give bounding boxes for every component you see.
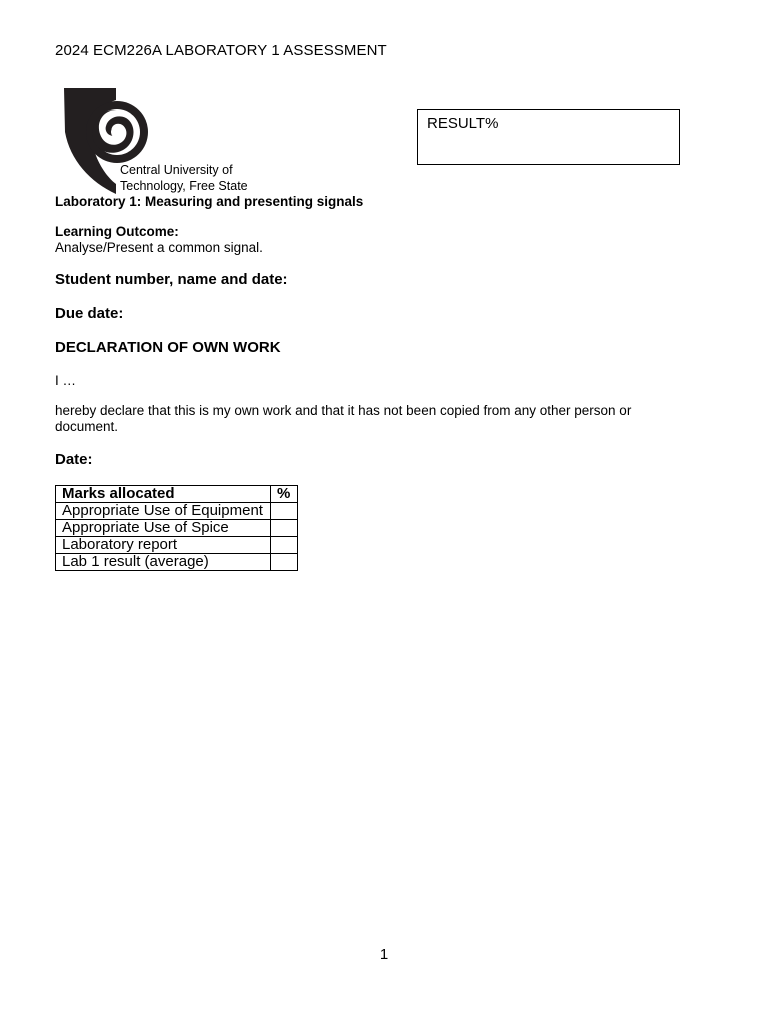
- declaration-text: hereby declare that this is my own work and that it has not been copied from any other person or document.: [55, 403, 632, 434]
- result-box[interactable]: [417, 109, 680, 165]
- due-date-label: Due date:: [55, 305, 124, 322]
- table-header-percent: %: [271, 486, 298, 503]
- page-number: 1: [379, 946, 389, 963]
- table-row: [56, 503, 298, 520]
- table-header-row: [56, 486, 298, 503]
- table-row: [56, 554, 298, 571]
- table-cell-percent[interactable]: [271, 520, 298, 537]
- table-cell-label: Lab 1 result (average): [56, 554, 271, 571]
- logo-text-line2: Technology, Free State: [120, 179, 248, 193]
- learning-outcome-text: Analyse/Present a common signal.: [55, 240, 263, 255]
- lab-title: Laboratory 1: Measuring and presenting signals: [55, 194, 364, 209]
- learning-outcome-heading: Learning Outcome:: [55, 224, 179, 239]
- document-header-title: 2024 ECM226A LABORATORY 1 ASSESSMENT: [55, 42, 387, 59]
- table-cell-percent[interactable]: [271, 537, 298, 554]
- table-row: [56, 520, 298, 537]
- table-cell-percent[interactable]: [271, 554, 298, 571]
- declaration-date-label: Date:: [55, 451, 93, 468]
- table-cell-label: Appropriate Use of Spice: [56, 520, 271, 537]
- student-info-label: Student number, name and date:: [55, 271, 288, 288]
- declaration-name-line: I …: [55, 373, 77, 388]
- table-cell-label: Laboratory report: [56, 537, 271, 554]
- table-cell-label: Appropriate Use of Equipment: [56, 503, 271, 520]
- marks-table: [55, 485, 298, 571]
- result-label: RESULT%: [427, 115, 499, 132]
- table-row: [56, 537, 298, 554]
- declaration-heading: DECLARATION OF OWN WORK: [55, 339, 281, 356]
- table-cell-percent[interactable]: [271, 503, 298, 520]
- table-header-marks: Marks allocated: [56, 486, 271, 503]
- logo-text-line1: Central University of: [120, 163, 233, 177]
- cut-logo: [60, 84, 260, 200]
